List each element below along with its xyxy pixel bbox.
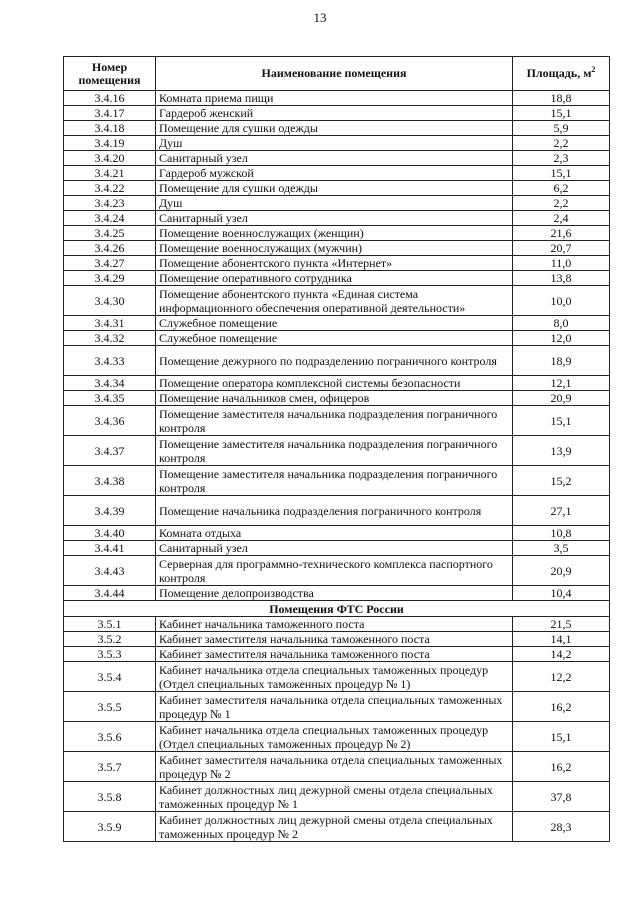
table-row (64, 241, 610, 256)
room-name-cell: Комната отдыха (156, 526, 513, 541)
room-number-cell: 3.5.6 (64, 722, 156, 752)
room-area-cell: 13,9 (513, 436, 610, 466)
rooms-table (63, 56, 610, 842)
room-area-cell: 15,1 (513, 406, 610, 436)
room-number-cell: 3.4.16 (64, 91, 156, 106)
table-row (64, 541, 610, 556)
section-header (64, 601, 610, 617)
room-name-cell: Санитарный узел (156, 151, 513, 166)
room-name-cell: Кабинет заместителя начальника отдела специальных таможенных процедур № 1 (156, 692, 513, 722)
room-number-cell: 3.4.40 (64, 526, 156, 541)
room-number-cell: 3.4.26 (64, 241, 156, 256)
room-area-cell: 14,1 (513, 632, 610, 647)
room-area-cell: 20,7 (513, 241, 610, 256)
room-number-cell: 3.4.32 (64, 331, 156, 346)
room-name-cell: Кабинет заместителя начальника отдела специальных таможенных процедур № 2 (156, 752, 513, 782)
room-name-cell: Гардероб мужской (156, 166, 513, 181)
room-name-cell: Помещение абонентского пункта «Единая система информационного обеспечения оперативной деятельности» (156, 286, 513, 316)
room-name-cell: Кабинет начальника отдела специальных таможенных процедур (Отдел специальных таможенных процедур № 2) (156, 722, 513, 752)
room-number-cell: 3.4.38 (64, 466, 156, 496)
room-name-cell: Санитарный узел (156, 541, 513, 556)
table-row (64, 346, 610, 376)
room-name-cell: Гардероб женский (156, 106, 513, 121)
room-area-cell: 2,2 (513, 196, 610, 211)
room-name-cell: Служебное помещение (156, 316, 513, 331)
room-number-cell: 3.4.33 (64, 346, 156, 376)
room-name-cell: Помещение для сушки одежды (156, 181, 513, 196)
room-name-cell: Помещение заместителя начальника подразделения пограничного контроля (156, 436, 513, 466)
room-name-cell: Помещение начальника подразделения пограничного контроля (156, 496, 513, 526)
table-row (64, 782, 610, 812)
room-area-cell: 16,2 (513, 692, 610, 722)
room-name-cell: Помещение абонентского пункта «Интернет» (156, 256, 513, 271)
table-row (64, 226, 610, 241)
page-number: 13 (313, 10, 327, 25)
table-row (64, 136, 610, 151)
room-name-cell: Помещение дежурного по подразделению пограничного контроля (156, 346, 513, 376)
room-number-cell: 3.5.8 (64, 782, 156, 812)
table-row (64, 376, 610, 391)
room-name-cell: Кабинет начальника отдела специальных таможенных процедур (Отдел специальных таможенных процедур № 1) (156, 662, 513, 692)
room-area-cell: 13,8 (513, 271, 610, 286)
room-area-cell: 14,2 (513, 647, 610, 662)
table-row (64, 256, 610, 271)
room-area-cell: 2,4 (513, 211, 610, 226)
room-area-cell: 12,1 (513, 376, 610, 391)
table-row (64, 556, 610, 586)
room-number-cell: 3.4.23 (64, 196, 156, 211)
table-row (64, 722, 610, 752)
room-name-cell: Помещение начальников смен, офицеров (156, 391, 513, 406)
room-area-cell: 2,2 (513, 136, 610, 151)
room-area-cell: 15,1 (513, 722, 610, 752)
room-name-cell: Кабинет заместителя начальника таможенного поста (156, 647, 513, 662)
table-row (64, 662, 610, 692)
room-number-cell: 3.5.1 (64, 617, 156, 632)
room-name-cell: Служебное помещение (156, 331, 513, 346)
room-number-cell: 3.5.3 (64, 647, 156, 662)
room-area-cell: 12,0 (513, 331, 610, 346)
header-room-area: Площадь, $м^2$ (513, 57, 610, 91)
room-area-cell: 15,2 (513, 466, 610, 496)
room-number-cell: 3.5.4 (64, 662, 156, 692)
room-area-cell: 37,8 (513, 782, 610, 812)
room-number-cell: 3.4.44 (64, 586, 156, 601)
room-name-cell: Помещение оперативного сотрудника (156, 271, 513, 286)
room-area-cell: 27,1 (513, 496, 610, 526)
room-name-cell: Помещение военнослужащих (мужчин) (156, 241, 513, 256)
room-name-cell: Помещение оператора комплексной системы безопасности (156, 376, 513, 391)
room-area-cell: 12,2 (513, 662, 610, 692)
header-room-name: Наименование помещения (156, 57, 513, 91)
table-row (64, 812, 610, 842)
table-row (64, 91, 610, 106)
room-number-cell: 3.5.5 (64, 692, 156, 722)
room-name-cell: Кабинет должностных лиц дежурной смены отдела специальных таможенных процедур № 1 (156, 782, 513, 812)
table-body-group2 (64, 617, 610, 842)
room-area-cell: 15,1 (513, 106, 610, 121)
room-number-cell: 3.4.43 (64, 556, 156, 586)
table-row (64, 586, 610, 601)
room-name-cell: Помещение заместителя начальника подразделения пограничного контроля (156, 406, 513, 436)
table-row (64, 466, 610, 496)
room-area-cell: 11,0 (513, 256, 610, 271)
table-row (64, 286, 610, 316)
room-number-cell: 3.4.24 (64, 211, 156, 226)
table-row (64, 181, 610, 196)
table-row (64, 617, 610, 632)
room-number-cell: 3.4.39 (64, 496, 156, 526)
room-number-cell: 3.4.37 (64, 436, 156, 466)
room-number-cell: 3.4.30 (64, 286, 156, 316)
room-number-cell: 3.4.25 (64, 226, 156, 241)
room-name-cell: Душ (156, 196, 513, 211)
room-number-cell: 3.4.20 (64, 151, 156, 166)
room-name-cell: Кабинет заместителя начальника таможенного поста (156, 632, 513, 647)
table-row (64, 647, 610, 662)
room-number-cell: 3.4.36 (64, 406, 156, 436)
table-row (64, 692, 610, 722)
room-number-cell: 3.4.17 (64, 106, 156, 121)
room-name-cell: Санитарный узел (156, 211, 513, 226)
room-name-cell: Комната приема пищи (156, 91, 513, 106)
room-area-cell: 10,8 (513, 526, 610, 541)
table-row (64, 436, 610, 466)
room-area-cell: 2,3 (513, 151, 610, 166)
room-area-cell: 28,3 (513, 812, 610, 842)
room-area-cell: 18,8 (513, 91, 610, 106)
room-area-cell: 8,0 (513, 316, 610, 331)
table-row (64, 632, 610, 647)
room-number-cell: 3.4.41 (64, 541, 156, 556)
table-header (64, 57, 610, 91)
table-row (64, 271, 610, 286)
room-area-cell: 6,2 (513, 181, 610, 196)
table-row (64, 496, 610, 526)
room-number-cell: 3.5.9 (64, 812, 156, 842)
room-name-cell: Душ (156, 136, 513, 151)
table-row (64, 121, 610, 136)
table-row (64, 151, 610, 166)
table-row (64, 211, 610, 226)
room-number-cell: 3.4.27 (64, 256, 156, 271)
room-area-cell: 10,4 (513, 586, 610, 601)
table-body-group1 (64, 91, 610, 601)
room-area-cell: 20,9 (513, 391, 610, 406)
room-name-cell: Серверная для программно-технического комплекса паспортного контроля (156, 556, 513, 586)
room-name-cell: Помещение заместителя начальника подразделения пограничного контроля (156, 466, 513, 496)
room-name-cell: Помещение военнослужащих (женщин) (156, 226, 513, 241)
room-area-cell: 21,6 (513, 226, 610, 241)
room-number-cell: 3.4.21 (64, 166, 156, 181)
table-row (64, 316, 610, 331)
room-number-cell: 3.5.2 (64, 632, 156, 647)
room-area-cell: 16,2 (513, 752, 610, 782)
room-number-cell: 3.5.7 (64, 752, 156, 782)
table-row (64, 196, 610, 211)
room-area-cell: 5,9 (513, 121, 610, 136)
room-name-cell: Помещение делопроизводства (156, 586, 513, 601)
room-number-cell: 3.4.31 (64, 316, 156, 331)
table-row (64, 331, 610, 346)
table-row (64, 752, 610, 782)
room-number-cell: 3.4.19 (64, 136, 156, 151)
room-area-cell: 20,9 (513, 556, 610, 586)
room-number-cell: 3.4.29 (64, 271, 156, 286)
room-name-cell: Помещение для сушки одежды (156, 121, 513, 136)
section-title: Помещения ФТС России (64, 601, 610, 617)
room-number-cell: 3.4.22 (64, 181, 156, 196)
room-area-cell: 21,5 (513, 617, 610, 632)
room-number-cell: 3.4.34 (64, 376, 156, 391)
room-number-cell: 3.4.18 (64, 121, 156, 136)
header-room-number: Номер помещения (64, 57, 156, 91)
room-name-cell: Кабинет должностных лиц дежурной смены отдела специальных таможенных процедур № 2 (156, 812, 513, 842)
table-row (64, 166, 610, 181)
room-name-cell: Кабинет начальника таможенного поста (156, 617, 513, 632)
room-area-cell: 3,5 (513, 541, 610, 556)
room-number-cell: 3.4.35 (64, 391, 156, 406)
room-area-cell: 10,0 (513, 286, 610, 316)
table-row (64, 106, 610, 121)
table-row (64, 406, 610, 436)
table-row (64, 391, 610, 406)
table-row (64, 526, 610, 541)
room-area-cell: 18,9 (513, 346, 610, 376)
room-area-cell: 15,1 (513, 166, 610, 181)
